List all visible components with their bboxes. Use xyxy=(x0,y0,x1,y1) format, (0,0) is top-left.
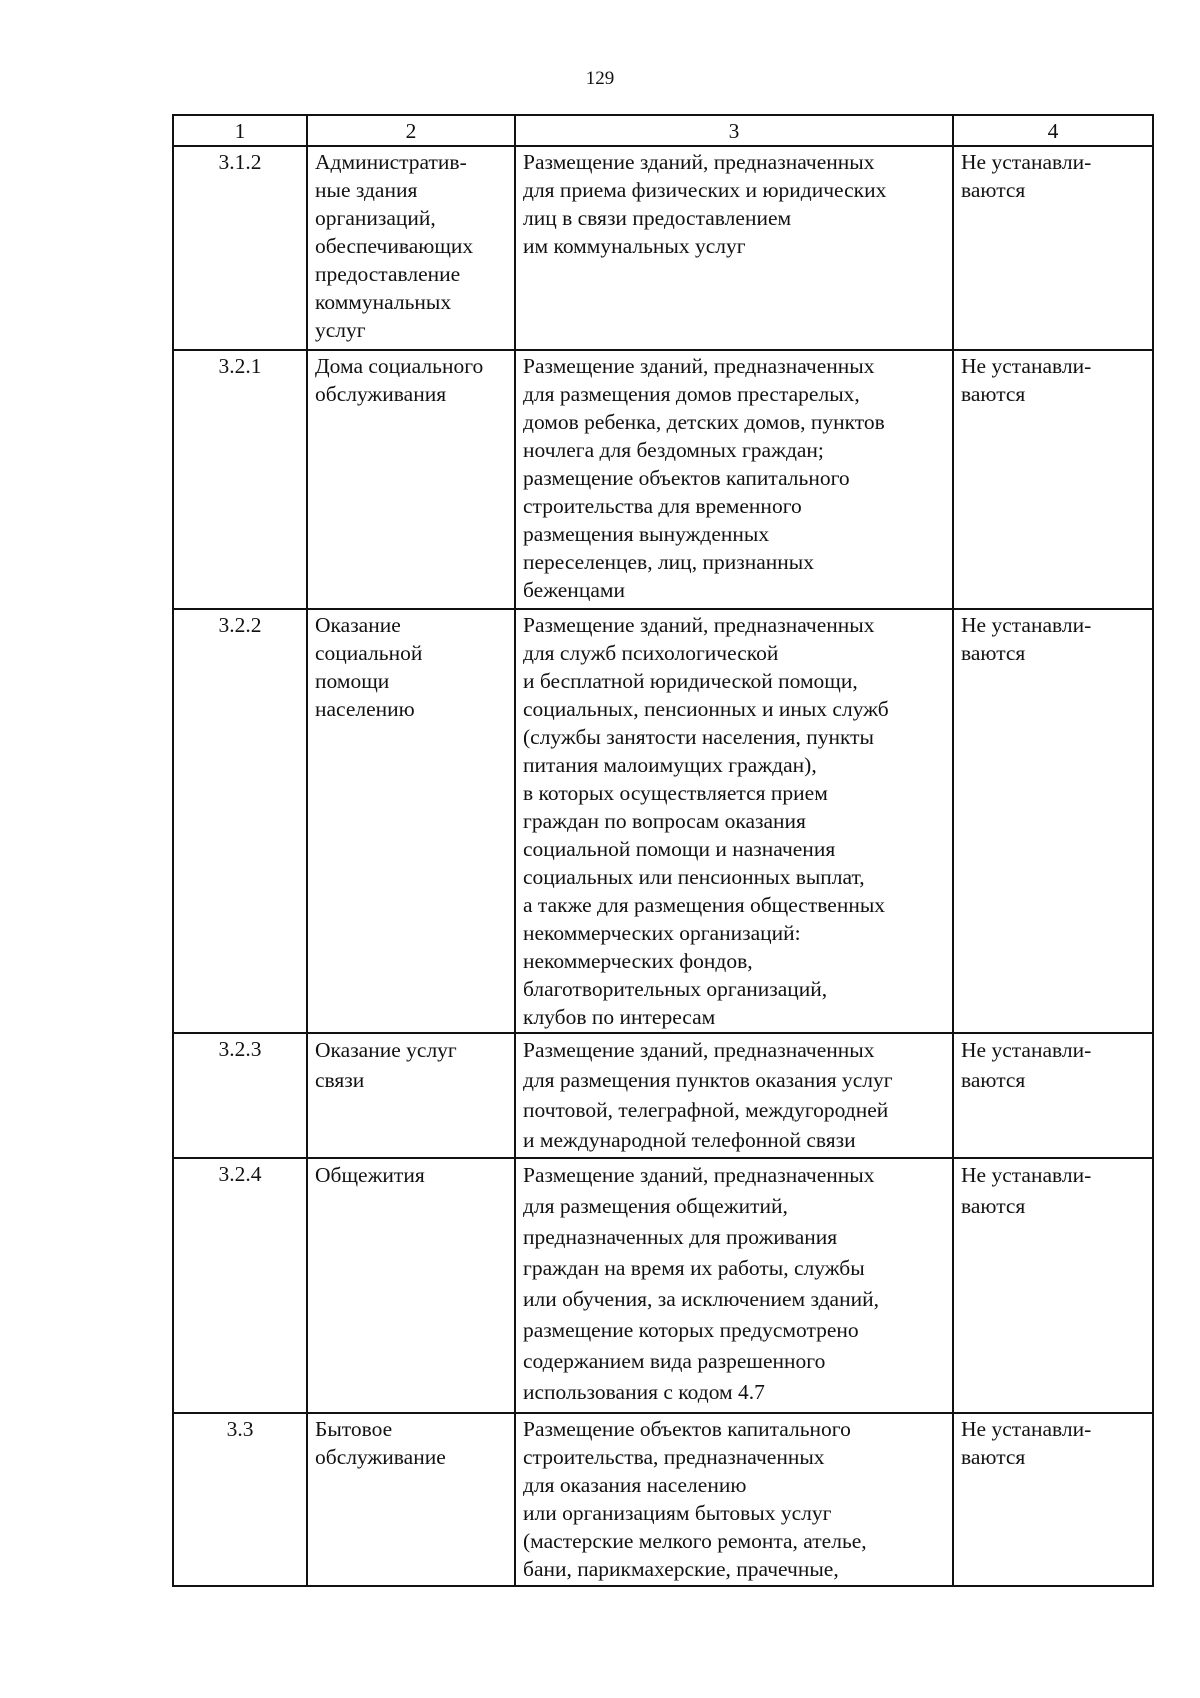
row-limits xyxy=(953,350,1153,609)
table-row xyxy=(173,1413,1153,1586)
row-code: 3.1.2 xyxy=(173,146,307,350)
row-description xyxy=(515,146,953,350)
row-description-text: Размещение зданий, предназначенных для служб психологической и бесплатной юридической помощи, социальных, пенсионных и иных служб (службы занятости населения, пункты питания малоимущих граждан), в которых осуществляется прием граждан по вопросам оказания социальной помощи и назначения социальных или пенсионных выплат, а также для размещения общественных некоммерческих организаций: некоммерческих фондов, благотворительных организаций, клубов по интересам xyxy=(523,613,889,1029)
row-code: 3.2.3 xyxy=(173,1033,307,1158)
land-use-table xyxy=(172,114,1154,1587)
row-limits-text: Не устанавли- ваются xyxy=(961,150,1092,202)
row-limits xyxy=(953,1158,1153,1413)
row-description-text: Размещение зданий, предназначенных для приема физических и юридических лиц в связи предоставлением им коммунальных услуг xyxy=(523,150,887,258)
table-header-row xyxy=(173,115,1153,146)
row-limits-text: Не устанавли- ваются xyxy=(961,354,1092,406)
row-limits-text: Не устанавли- ваются xyxy=(961,1038,1092,1092)
row-description xyxy=(515,1413,953,1586)
row-limits xyxy=(953,609,1153,1033)
row-description-text: Размещение зданий, предназначенных для размещения общежитий, предназначенных для проживания граждан на время их работы, службы или обучения, за исключением зданий, размещение которых предусмотрено содержанием вида разрешенного использования с кодом 4.7 xyxy=(523,1163,879,1404)
row-name xyxy=(307,146,515,350)
row-code: 3.2.2 xyxy=(173,609,307,1033)
row-description xyxy=(515,609,953,1033)
row-description xyxy=(515,1158,953,1413)
row-limits-text: Не устанавли- ваются xyxy=(961,613,1092,665)
row-name xyxy=(307,350,515,609)
row-limits xyxy=(953,146,1153,350)
column-header-2: 2 xyxy=(307,115,515,146)
row-name xyxy=(307,1158,515,1413)
row-name-text: Общежития xyxy=(315,1163,425,1187)
column-header-1: 1 xyxy=(173,115,307,146)
table-row xyxy=(173,350,1153,609)
row-limits-text: Не устанавли- ваются xyxy=(961,1417,1092,1469)
row-name xyxy=(307,1413,515,1586)
row-name xyxy=(307,609,515,1033)
row-limits xyxy=(953,1413,1153,1586)
row-description xyxy=(515,1033,953,1158)
row-code: 3.2.1 xyxy=(173,350,307,609)
row-limits xyxy=(953,1033,1153,1158)
column-header-3: 3 xyxy=(515,115,953,146)
row-name-text: Административ- ные здания организаций, обеспечивающих предоставление коммунальных услуг xyxy=(315,150,474,342)
row-description xyxy=(515,350,953,609)
table-row xyxy=(173,1033,1153,1158)
row-name-text: Оказание социальной помощи населению xyxy=(315,613,423,721)
row-name-text: Дома социального обслуживания xyxy=(315,354,484,406)
row-code: 3.2.4 xyxy=(173,1158,307,1413)
column-header-4: 4 xyxy=(953,115,1153,146)
table-row xyxy=(173,609,1153,1033)
row-name xyxy=(307,1033,515,1158)
row-code: 3.3 xyxy=(173,1413,307,1586)
row-name-text: Оказание услуг связи xyxy=(315,1038,457,1092)
row-description-text: Размещение объектов капитального строительства, предназначенных для оказания населению или организациям бытовых услуг (мастерские мелкого ремонта, ателье, бани, парикмахерские, прачечные, xyxy=(523,1417,867,1581)
table-row xyxy=(173,1158,1153,1413)
table-row xyxy=(173,146,1153,350)
page-number: 129 xyxy=(585,68,615,89)
row-description-text: Размещение зданий, предназначенных для размещения пунктов оказания услуг почтовой, телеграфной, междугородней и международной телефонной связи xyxy=(523,1038,893,1152)
row-description-text: Размещение зданий, предназначенных для размещения домов престарелых, домов ребенка, детских домов, пунктов ночлега для бездомных граждан; размещение объектов капитального строительства для временного размещения вынужденных переселенцев, лиц, признанных беженцами xyxy=(523,354,885,602)
row-limits-text: Не устанавли- ваются xyxy=(961,1163,1092,1218)
row-name-text: Бытовое обслуживание xyxy=(315,1417,446,1469)
